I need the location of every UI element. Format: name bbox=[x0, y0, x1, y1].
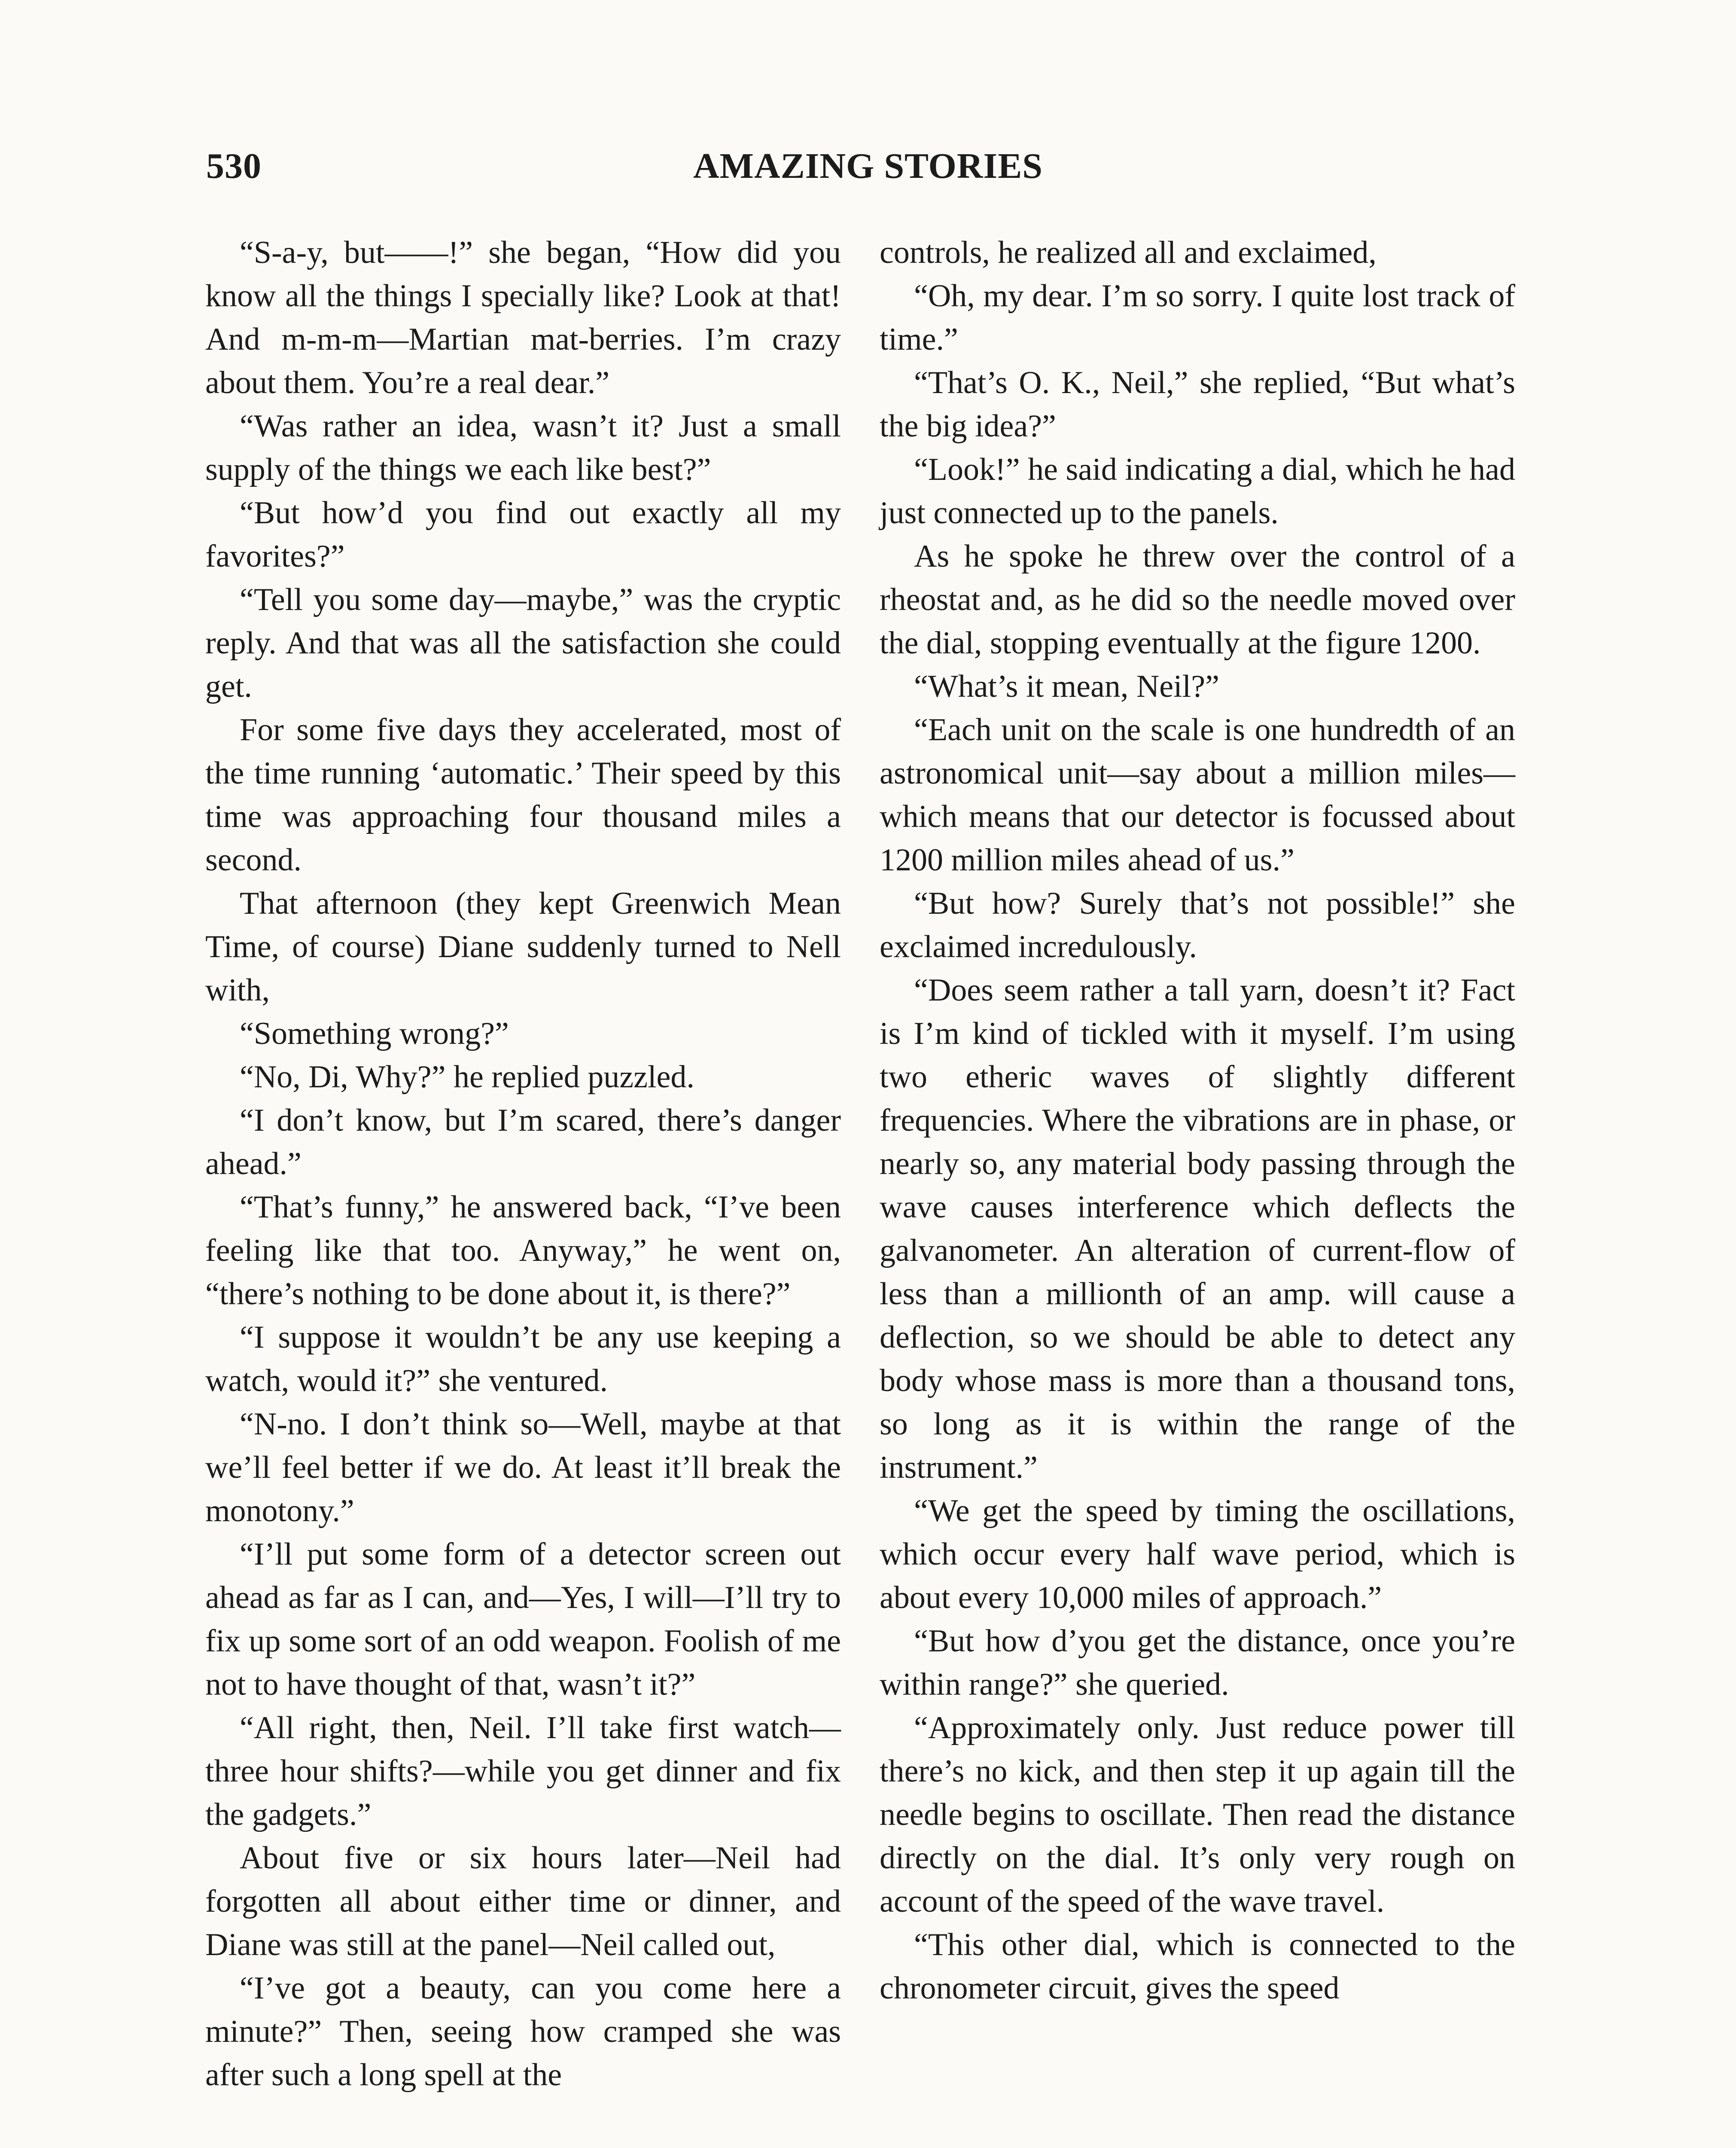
paragraph: “This other dial, which is connected to the chronometer circuit, gives the speed bbox=[880, 1927, 1515, 2006]
paragraph: “But how? Surely that’s not possible!” she exclaimed incredulously. bbox=[880, 886, 1515, 964]
paragraph: “All right, then, Neil. I’ll take first watch—three hour shifts?—while you get dinner and fix the gadgets.” bbox=[205, 1710, 841, 1832]
paragraph: “That’s funny,” he answered back, “I’ve been feeling like that too. Anyway,” he went on, “there’s nothing to be done about it, is there?” bbox=[205, 1190, 841, 1312]
paragraph: “Does seem rather a tall yarn, doesn’t it? Fact is I’m kind of tickled with it myself. I’m using two etheric waves of slightly different frequencies. Where the vibrations are in phase, or nearly so, any material body passing through the wave causes interference which deflects the galvanometer. An alteration of current-flow of less than a millionth of an amp. will cause a deflection, so we should be able to detect any body whose mass is more than a thousand tons, so long as it is within the range of the instrument.” bbox=[880, 973, 1515, 1485]
paragraph: For some five days they accelerated, most of the time running ‘automatic.’ Their speed by this time was approaching four thousand miles a second. bbox=[205, 712, 841, 878]
paragraph: “Tell you some day—maybe,” was the cryptic reply. And that was all the satisfaction she could get. bbox=[205, 582, 841, 704]
paragraph: “Look!” he said indicating a dial, which he had just connected up to the panels. bbox=[880, 452, 1515, 531]
paragraph: That afternoon (they kept Greenwich Mean Time, of course) Diane suddenly turned to Nell with, bbox=[205, 886, 841, 1008]
paragraph: “Approximately only. Just reduce power till there’s no kick, and then step it up again till the needle begins to oscillate. Then read the distance directly on the dial. It’s only very rough on account of the speed of the wave travel. bbox=[880, 1710, 1515, 1919]
paragraph: “That’s O. K., Neil,” she replied, “But what’s the big idea?” bbox=[880, 365, 1515, 444]
paragraph: “We get the speed by timing the oscillations, which occur every half wave period, which is about every 10,000 miles of approach.” bbox=[880, 1493, 1515, 1615]
paragraph: About five or six hours later—Neil had forgotten all about either time or dinner, and Diane was still at the panel—Neil called out, bbox=[205, 1840, 841, 1962]
right-column bbox=[880, 231, 1515, 2010]
paragraph: “Something wrong?” bbox=[240, 1016, 509, 1051]
paragraph: “No, Di, Why?” he replied puzzled. bbox=[240, 1059, 694, 1095]
paragraph: “But how d’you get the distance, once you’re within range?” she queried. bbox=[880, 1623, 1515, 1702]
paragraph: “I don’t know, but I’m scared, there’s danger ahead.” bbox=[205, 1103, 841, 1181]
paragraph: “I’ll put some form of a detector screen out ahead as far as I can, and—Yes, I will—I’ll try to fix up some sort of an odd weapon. Foolish of me not to have thought of that, wasn’t it?” bbox=[205, 1537, 841, 1702]
left-column bbox=[205, 231, 841, 2097]
paragraph: “Each unit on the scale is one hundredth of an astronomical unit—say about a million miles—which means that our detector is focussed about 1200 million miles ahead of us.” bbox=[880, 712, 1515, 878]
page-number: 530 bbox=[206, 146, 262, 186]
paragraph: controls, he realized all and exclaimed, bbox=[880, 235, 1377, 270]
paragraph: “I’ve got a beauty, can you come here a minute?” Then, seeing how cramped she was after such a long spell at the bbox=[205, 1971, 841, 2093]
paragraph: “Oh, my dear. I’m so sorry. I quite lost track of time.” bbox=[880, 278, 1515, 357]
paragraph: “I suppose it wouldn’t be any use keeping a watch, would it?” she ventured. bbox=[205, 1320, 841, 1398]
paragraph: “What’s it mean, Neil?” bbox=[914, 669, 1219, 704]
paragraph: “N-no. I don’t think so—Well, maybe at that we’ll feel better if we do. At least it’ll break the monotony.” bbox=[205, 1407, 841, 1529]
paragraph: “But how’d you find out exactly all my favorites?” bbox=[205, 495, 841, 574]
running-head: AMAZING STORIES bbox=[693, 146, 1043, 186]
paragraph: “Was rather an idea, wasn’t it? Just a small supply of the things we each like best?” bbox=[205, 409, 841, 487]
paragraph: As he spoke he threw over the control of a rheostat and, as he did so the needle moved over the dial, stopping eventually at the figure 1200. bbox=[880, 539, 1515, 661]
paragraph: “S-a-y, but——!” she began, “How did you know all the things I specially like? Look at that! And m-m-m—Martian mat-berries. I’m crazy about them. You’re a real dear.” bbox=[205, 235, 841, 400]
